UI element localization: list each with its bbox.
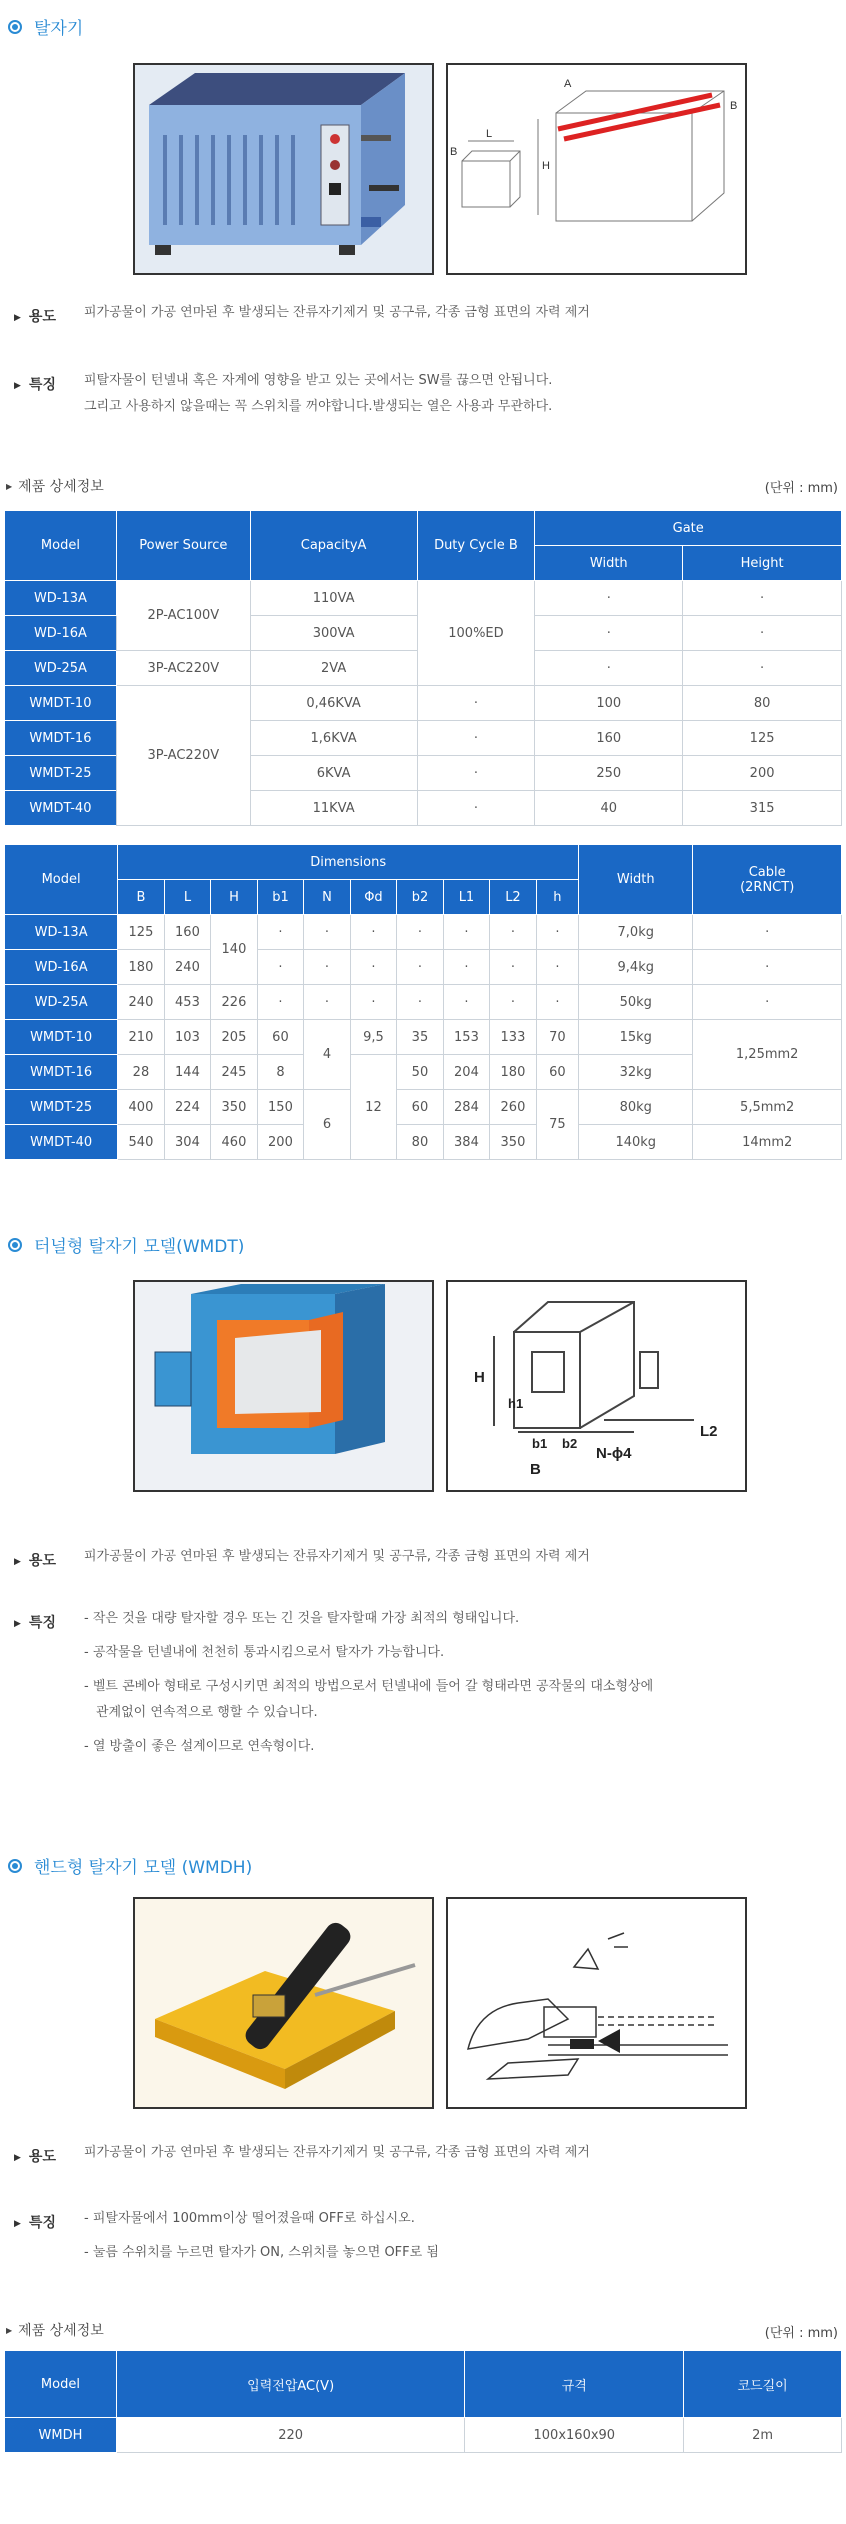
- cell-L1: 384: [443, 1125, 490, 1160]
- cell-width: 32kg: [579, 1055, 693, 1090]
- cell-B: 28: [118, 1055, 165, 1090]
- cell-B: 540: [118, 1125, 165, 1160]
- circle-bullet-icon: [8, 1238, 22, 1252]
- cell-L2: ·: [490, 915, 537, 950]
- cell-L1: 153: [443, 1020, 490, 1055]
- section-title-handheld: [8, 1853, 252, 1878]
- cell-height: 125: [683, 721, 842, 756]
- cell-model: WD-16A: [5, 950, 118, 985]
- cell-capacity: 110VA: [250, 581, 417, 616]
- th-N: N: [304, 880, 351, 915]
- cell-model: WMDT-16: [5, 721, 117, 756]
- cell-model: WMDT-10: [5, 686, 117, 721]
- th-cable-sub: (2RNCT): [740, 879, 795, 895]
- cell-duty: ·: [417, 791, 535, 826]
- cell-b1: ·: [257, 985, 304, 1020]
- cell-height: ·: [683, 651, 842, 686]
- cell-model: WMDH: [5, 2418, 117, 2453]
- cell-b1: ·: [257, 915, 304, 950]
- label-A: A: [564, 78, 572, 90]
- label-B-small: B: [450, 146, 458, 158]
- feature-line: 관계없이 연속적으로 행할 수 있습니다.: [96, 1705, 318, 1720]
- cell-L: 224: [164, 1090, 211, 1125]
- cell-N: ·: [304, 985, 351, 1020]
- use-text: 피가공물이 가공 연마된 후 발생되는 잔류자기제거 및 공구류, 각종 금형 표면의 자력 제거: [84, 305, 590, 320]
- cell-cable: 14mm2: [693, 1125, 842, 1160]
- th-cord: 코드길이: [684, 2351, 842, 2418]
- cell-B: 240: [118, 985, 165, 1020]
- feature-text: [84, 1606, 653, 1760]
- cell-power: 3P-AC220V: [116, 651, 250, 686]
- cell-capacity: 11KVA: [250, 791, 417, 826]
- cell-power: 3P-AC220V: [116, 686, 250, 826]
- cell-model: WMDT-10: [5, 1020, 118, 1055]
- cell-width: 40: [535, 791, 683, 826]
- circle-bullet-icon: [8, 1859, 22, 1873]
- table-row: [5, 686, 842, 721]
- use-label: ▶ 용도: [14, 306, 56, 326]
- cell-N: ·: [304, 950, 351, 985]
- feature-label: ▶ 특징: [14, 1612, 56, 1632]
- cell-model: WMDT-16: [5, 1055, 118, 1090]
- cell-duty: ·: [417, 756, 535, 791]
- cell-height: 200: [683, 756, 842, 791]
- cell-L1: 284: [443, 1090, 490, 1125]
- handheld-demagnetizer-photo: [133, 1897, 434, 2109]
- cell-H: 350: [211, 1090, 258, 1125]
- cell-L1: ·: [443, 915, 490, 950]
- spec-table-handheld: [4, 2350, 842, 2453]
- label-B: B: [530, 1461, 541, 1478]
- cell-h: 60: [536, 1055, 578, 1090]
- cell-H: 460: [211, 1125, 258, 1160]
- cell-L2: 133: [490, 1020, 537, 1055]
- th-b2: b2: [397, 880, 444, 915]
- cell-duty: ·: [417, 686, 535, 721]
- th-width: Width: [535, 546, 683, 581]
- th-H: H: [211, 880, 258, 915]
- use-label: ▶ 용도: [14, 2146, 56, 2166]
- cell-L: 160: [164, 915, 211, 950]
- handheld-demagnetizer-image: [135, 1899, 432, 2107]
- cell-width: 7,0kg: [579, 915, 693, 950]
- cell-h: ·: [536, 950, 578, 985]
- feature-line: - 열 방출이 좋은 설계이므로 연속형이다.: [84, 1739, 315, 1754]
- cell-L: 453: [164, 985, 211, 1020]
- cell-b2: ·: [397, 950, 444, 985]
- cell-B: 125: [118, 915, 165, 950]
- table-row: [5, 1125, 842, 1160]
- tunnel-dimension-diagram: [448, 1282, 745, 1490]
- cell-power: 2P-AC100V: [116, 581, 250, 651]
- tunnel-demagnetizer-diagram: [446, 1280, 747, 1492]
- cell-cord: 2m: [684, 2418, 842, 2453]
- cell-capacity: 2VA: [250, 651, 417, 686]
- spec-title: ▶ 제품 상세정보: [6, 2320, 104, 2340]
- cell-voltage: 220: [116, 2418, 465, 2453]
- label-N: N-ϕ4: [596, 1445, 632, 1462]
- feature-line: - 작은 것을 대량 탈자할 경우 또는 긴 것을 탈자할때 가장 최적의 형태입니다.: [84, 1611, 520, 1626]
- cell-N: 4: [304, 1020, 351, 1090]
- section-title-text: 핸드형 탈자기 모델 (WMDH): [34, 1858, 253, 1878]
- table-row: [5, 1020, 842, 1055]
- th-power: Power Source: [116, 511, 250, 581]
- cell-h: ·: [536, 985, 578, 1020]
- feature-line: - 공작물을 턴넬내에 천천히 통과시킴으로서 탈자가 가능합니다.: [84, 1645, 445, 1660]
- th-cable: [693, 845, 842, 915]
- th-d: Φd: [350, 880, 397, 915]
- cell-h: 75: [536, 1090, 578, 1160]
- table-row: [5, 915, 842, 950]
- cell-spec: 100x160x90: [465, 2418, 684, 2453]
- feature-text: [84, 2206, 439, 2266]
- cell-h: 70: [536, 1020, 578, 1055]
- cell-model: WMDT-40: [5, 791, 117, 826]
- cell-model: WD-16A: [5, 616, 117, 651]
- cell-N: 6: [304, 1090, 351, 1160]
- th-model: Model: [5, 511, 117, 581]
- cell-L2: 350: [490, 1125, 537, 1160]
- cell-d: 12: [350, 1055, 397, 1160]
- th-capacity: CapacityA: [250, 511, 417, 581]
- cell-capacity: 300VA: [250, 616, 417, 651]
- cell-L2: ·: [490, 985, 537, 1020]
- cell-width: 250: [535, 756, 683, 791]
- demagnetizer-dimension-diagram: [448, 65, 745, 273]
- cell-height: ·: [683, 616, 842, 651]
- cell-L2: 260: [490, 1090, 537, 1125]
- cell-cable: 1,25mm2: [693, 1020, 842, 1090]
- use-text: 피가공물이 가공 연마된 후 발생되는 잔류자기제거 및 공구류, 각종 금형 표면의 자력 제거: [84, 1549, 590, 1564]
- section-title-text: 탈자기: [34, 19, 84, 39]
- cell-capacity: 6KVA: [250, 756, 417, 791]
- cell-duty: 100%ED: [417, 581, 535, 686]
- cell-H: 245: [211, 1055, 258, 1090]
- cell-width: 50kg: [579, 985, 693, 1020]
- label-h1: h1: [508, 1396, 524, 1411]
- cell-L2: 180: [490, 1055, 537, 1090]
- feature-line: 그리고 사용하지 않을때는 꼭 스위치를 꺼야합니다.발생되는 열은 사용과 무관하다.: [84, 399, 553, 414]
- cell-width: 100: [535, 686, 683, 721]
- cell-L2: ·: [490, 950, 537, 985]
- th-b1: b1: [257, 880, 304, 915]
- cell-model: WD-13A: [5, 581, 117, 616]
- label-b1: b1: [532, 1436, 548, 1451]
- cell-B: 400: [118, 1090, 165, 1125]
- cell-width: 9,4kg: [579, 950, 693, 985]
- cell-b1: 150: [257, 1090, 304, 1125]
- handheld-demagnetizer-diagram: [446, 1897, 747, 2109]
- cell-L: 240: [164, 950, 211, 985]
- feature-label: ▶ 특징: [14, 2212, 56, 2232]
- cell-b2: 50: [397, 1055, 444, 1090]
- cell-d: ·: [350, 915, 397, 950]
- cell-model: WD-25A: [5, 651, 117, 686]
- unit-label: (단위 : mm): [764, 481, 838, 496]
- cell-duty: ·: [417, 721, 535, 756]
- cell-b2: 60: [397, 1090, 444, 1125]
- cell-N: ·: [304, 915, 351, 950]
- th-cable-text: Cable: [748, 864, 786, 880]
- th-h: h: [536, 880, 578, 915]
- cell-width: 140kg: [579, 1125, 693, 1160]
- cell-width: 160: [535, 721, 683, 756]
- cell-d: 9,5: [350, 1020, 397, 1055]
- use-text: 피가공물이 가공 연마된 후 발생되는 잔류자기제거 및 공구류, 각종 금형 표면의 자력 제거: [84, 2145, 590, 2160]
- spec-table-power: [4, 510, 842, 826]
- table-row: [5, 581, 842, 616]
- cell-b1: 60: [257, 1020, 304, 1055]
- cell-H: 205: [211, 1020, 258, 1055]
- section-title-tunnel: [8, 1232, 244, 1257]
- cell-model: WMDT-25: [5, 756, 117, 791]
- section-title-text: 터널형 탈자기 모델(WMDT): [34, 1237, 245, 1257]
- cell-B: 180: [118, 950, 165, 985]
- feature-line: - 눌름 수위치를 누르면 탈자가 ON, 스위치를 놓으면 OFF로 됨: [84, 2245, 439, 2260]
- cell-H: 226: [211, 985, 258, 1020]
- cell-cable: 5,5mm2: [693, 1090, 842, 1125]
- circle-bullet-icon: [8, 20, 22, 34]
- cell-height: 315: [683, 791, 842, 826]
- table-row: [5, 2418, 842, 2453]
- feature-line: - 피탈자물에서 100mm이상 떨어졌을때 OFF로 하십시오.: [84, 2211, 415, 2226]
- cell-b2: ·: [397, 985, 444, 1020]
- feature-line: - 벨트 콘베아 형태로 구성시키면 최적의 방법으로서 턴넬내에 들어 갈 형태라면 공작물의 대소형상에: [84, 1679, 654, 1694]
- th-dimensions: Dimensions: [118, 845, 579, 880]
- feature-text: [84, 368, 552, 420]
- th-duty: Duty Cycle B: [417, 511, 535, 581]
- th-B: B: [118, 880, 165, 915]
- th-spec: 규격: [465, 2351, 684, 2418]
- th-voltage: 입력전압AC(V): [116, 2351, 465, 2418]
- use-label: ▶ 용도: [14, 1550, 56, 1570]
- spec-table-dimensions: [4, 844, 842, 1160]
- th-L: L: [164, 880, 211, 915]
- cell-height: ·: [683, 581, 842, 616]
- cell-height: 80: [683, 686, 842, 721]
- cell-capacity: 0,46KVA: [250, 686, 417, 721]
- cell-h: ·: [536, 915, 578, 950]
- cell-width: 80kg: [579, 1090, 693, 1125]
- cell-model: WMDT-40: [5, 1125, 118, 1160]
- cell-b1: 8: [257, 1055, 304, 1090]
- th-L1: L1: [443, 880, 490, 915]
- spec-title: ▶ 제품 상세정보: [6, 476, 104, 496]
- th-model: Model: [5, 2351, 117, 2418]
- cell-model: WMDT-25: [5, 1090, 118, 1125]
- handheld-usage-diagram: [448, 1899, 745, 2107]
- table-row: [5, 950, 842, 985]
- cell-b1: ·: [257, 950, 304, 985]
- cell-width: 15kg: [579, 1020, 693, 1055]
- cell-model: WD-25A: [5, 985, 118, 1020]
- cell-cable: ·: [693, 950, 842, 985]
- cell-L1: ·: [443, 950, 490, 985]
- tunnel-demagnetizer-image: [135, 1282, 432, 1490]
- cell-width: ·: [535, 581, 683, 616]
- th-L2: L2: [490, 880, 537, 915]
- cell-b2: 80: [397, 1125, 444, 1160]
- label-L: L: [486, 128, 493, 140]
- table-row: [5, 1090, 842, 1125]
- cell-b2: ·: [397, 915, 444, 950]
- demagnetizer-diagram: [446, 63, 747, 275]
- label-b2: b2: [562, 1436, 578, 1451]
- cell-L: 144: [164, 1055, 211, 1090]
- cell-L1: 204: [443, 1055, 490, 1090]
- label-H: H: [474, 1369, 485, 1386]
- cell-B: 210: [118, 1020, 165, 1055]
- cell-b2: 35: [397, 1020, 444, 1055]
- table-row: [5, 985, 842, 1020]
- th-height: Height: [683, 546, 842, 581]
- cell-L: 304: [164, 1125, 211, 1160]
- demagnetizer-photo: [133, 63, 434, 275]
- cell-L: 103: [164, 1020, 211, 1055]
- unit-label: (단위 : mm): [764, 2326, 838, 2341]
- cell-capacity: 1,6KVA: [250, 721, 417, 756]
- demagnetizer-box-image: [135, 65, 432, 273]
- tunnel-demagnetizer-photo: [133, 1280, 434, 1492]
- cell-width: ·: [535, 616, 683, 651]
- label-B: B: [730, 100, 738, 112]
- cell-d: ·: [350, 950, 397, 985]
- cell-model: WD-13A: [5, 915, 118, 950]
- cell-width: ·: [535, 651, 683, 686]
- cell-cable: ·: [693, 985, 842, 1020]
- cell-H: 140: [211, 915, 258, 985]
- label-H: H: [542, 160, 550, 172]
- cell-L1: ·: [443, 985, 490, 1020]
- label-L2: L2: [700, 1423, 718, 1440]
- feature-line: 피탈자물이 턴넬내 혹은 자계에 영향을 받고 있는 곳에서는 SW를 끊으면 안됩니다.: [84, 373, 553, 388]
- th-width: Width: [579, 845, 693, 915]
- cell-b1: 200: [257, 1125, 304, 1160]
- feature-label: ▶ 특징: [14, 374, 56, 394]
- section-title-demagnetizer: [8, 14, 83, 39]
- cell-d: ·: [350, 985, 397, 1020]
- th-gate: Gate: [535, 511, 842, 546]
- th-model: Model: [5, 845, 118, 915]
- cell-cable: ·: [693, 915, 842, 950]
